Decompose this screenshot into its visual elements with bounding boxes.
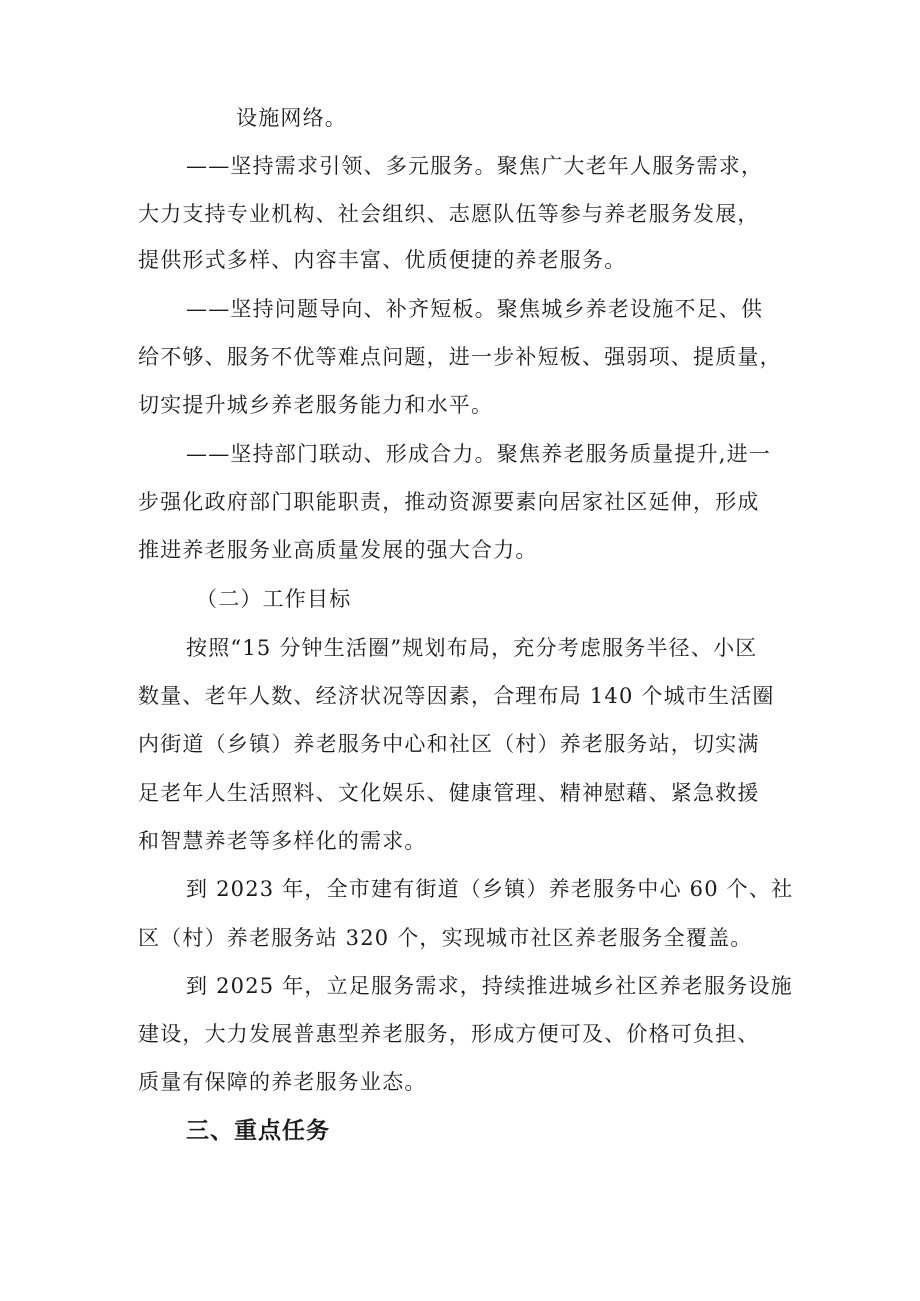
text-line: 设施网络。	[236, 106, 347, 130]
text-line: 切实提升城乡养老服务能力和水平。	[138, 393, 494, 417]
text-line: 质量有保障的养老服务业态。	[138, 1070, 427, 1094]
text-line: 足老年人生活照料、文化娱乐、健康管理、精神慰藉、紧急救援	[138, 781, 760, 805]
text-line: 到 2023 年，全市建有街道（乡镇）养老服务中心 60 个、社	[186, 877, 794, 901]
text-line: 数量、老年人数、经济状况等因素，合理布局 140 个城市生活圈	[138, 684, 775, 708]
text-line: ——坚持问题导向、补齐短板。聚焦城乡养老设施不足、供	[186, 297, 764, 321]
text-line: 区（村）养老服务站 320 个，实现城市社区养老服务全覆盖。	[138, 926, 753, 950]
subsection-heading: （二）工作目标	[196, 587, 352, 611]
text-line: 给不够、服务不优等难点问题，进一步补短板、强弱项、提质量，	[138, 345, 782, 369]
text-line: 按照“15 分钟生活圈”规划布局，充分考虑服务半径、小区	[186, 636, 758, 660]
text-line: ——坚持部门联动、形成合力。聚焦养老服务质量提升,进一	[186, 442, 772, 466]
text-line: 推进养老服务业高质量发展的强大合力。	[138, 538, 538, 562]
text-line: 大力支持专业机构、社会组织、志愿队伍等参与养老服务发展，	[138, 202, 760, 226]
text-line: ——坚持需求引领、多元服务。聚焦广大老年人服务需求，	[186, 154, 764, 178]
section-heading: 三、重点任务	[186, 1118, 330, 1144]
text-line: 和智慧养老等多样化的需求。	[138, 829, 427, 853]
text-line: 内街道（乡镇）养老服务中心和社区（村）养老服务站，切实满	[138, 732, 760, 756]
text-line: 到 2025 年，立足服务需求，持续推进城乡社区养老服务设施	[186, 974, 793, 998]
text-line: 建设，大力发展普惠型养老服务，形成方便可及、价格可负担、	[138, 1022, 760, 1046]
text-line: 步强化政府部门职能职责，推动资源要素向居家社区延伸，形成	[138, 490, 760, 514]
text-line: 提供形式多样、内容丰富、优质便捷的养老服务。	[138, 248, 627, 272]
